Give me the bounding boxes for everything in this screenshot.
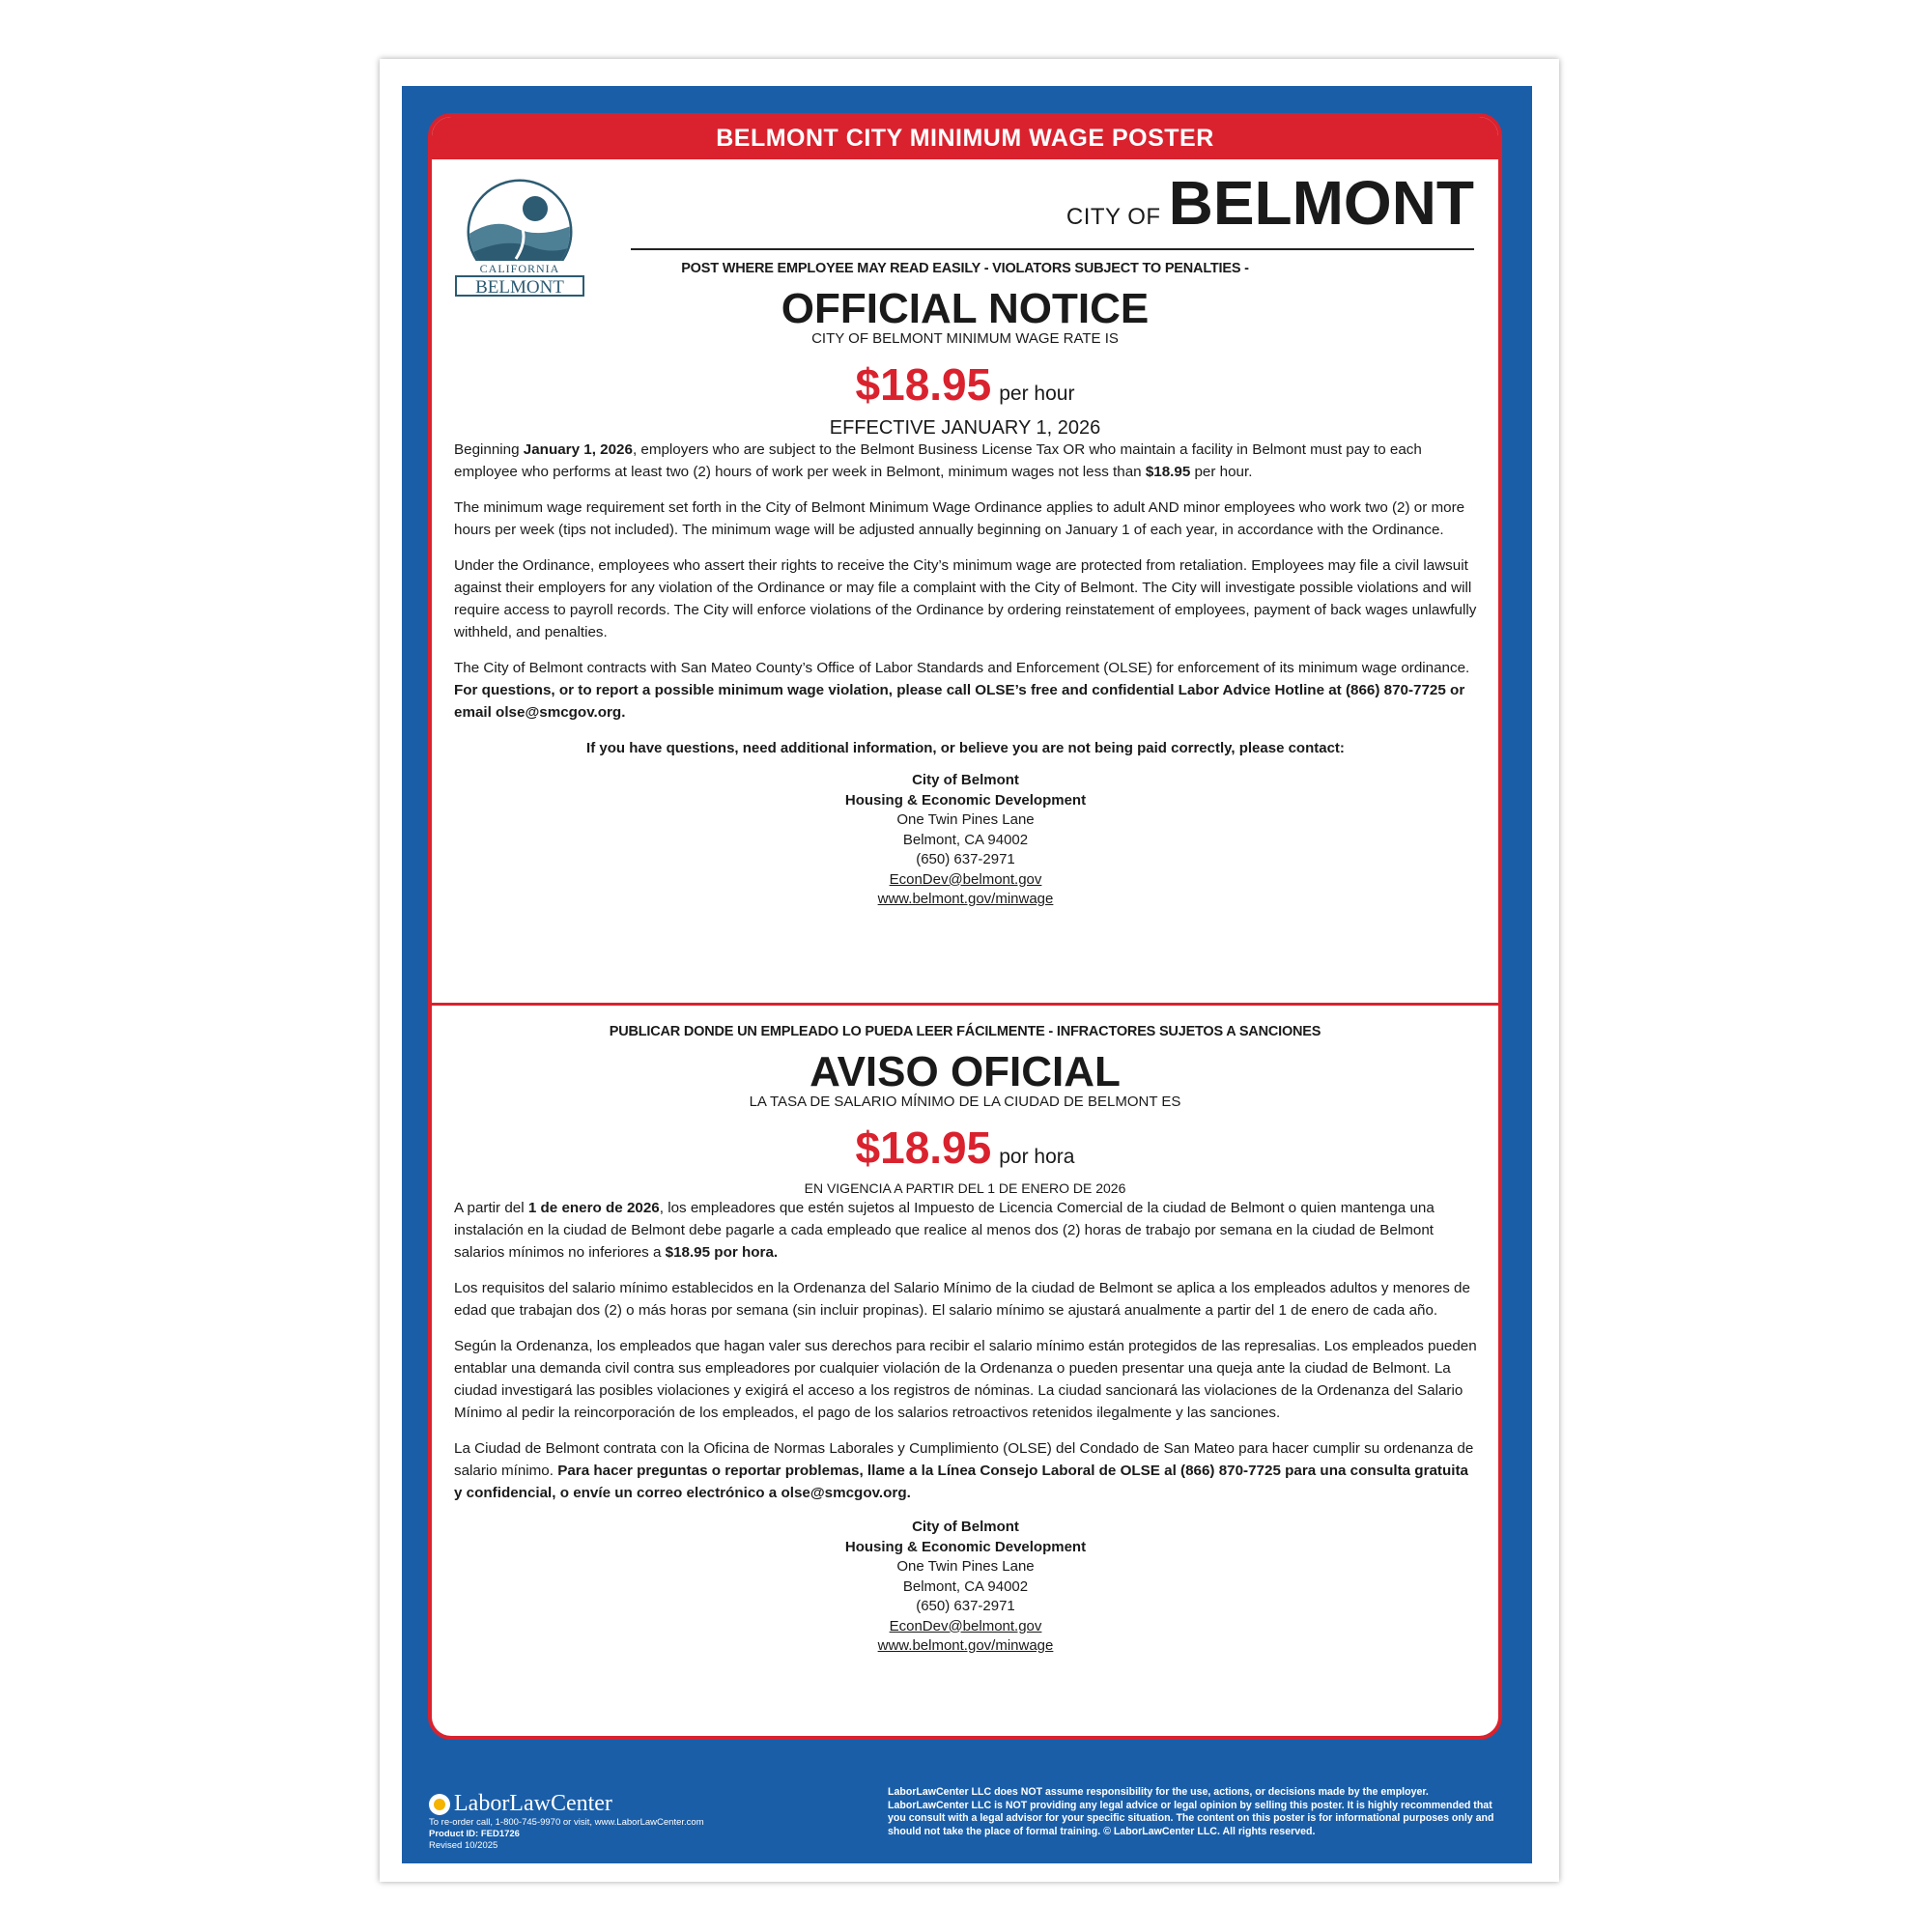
- footer-disclaimer: LaborLawCenter LLC does NOT assume responsibility for the use, actions, or decisions made by the employer. LaborLawCenter LLC is NOT providing any legal advice or legal opinion by selling this poster. It is highly recommended that you consult with a legal advisor for your specific situation. The content on this poster is for informational purposes only and should not take the place of formal training. © LaborLawCenter LLC. All rights reserved.: [888, 1786, 1494, 1837]
- contact-city: Belmont, CA 94002: [902, 831, 1029, 848]
- contact-dept: Housing & Economic Development: [844, 791, 1087, 809]
- wage-rate-es: $18.95: [855, 1122, 992, 1173]
- paragraph-3-en: Under the Ordinance, employees who assert their rights to receive the City’s minimum wage are protected from retaliation. Employees may file a civil lawsuit against their employers for any violation of the Ordinance or may file a complaint with the City of Belmont. The City will investigate possible violations and will require access to payroll records. The City will enforce violations of the Ordinance by ordering reinstatement of employees, payment of back wages unlawfully withheld, and penalties.: [454, 557, 1477, 640]
- paragraph-4-es: La Ciudad de Belmont contrata con la Oficina de Normas Laborales y Cumplimiento (OLSE) del Condado de San Mateo para hacer cumplir su ordenanza de salario mínimo. Para hacer preguntas o reportar problemas, llame a la Línea Consejo Laboral de OLSE al (866) 870-7725 para una consulta gratuita y confidencial, o envíe un correo electrónico a olse@smcgov.org.: [454, 1440, 1474, 1501]
- poster-card: [428, 113, 1502, 1740]
- contact-city-es: Belmont, CA 94002: [902, 1577, 1029, 1595]
- contact-phone: (650) 637-2971: [916, 851, 1015, 867]
- aviso-oficial-title: AVISO OFICIAL: [810, 1048, 1121, 1095]
- poster-banner: BELMONT CITY MINIMUM WAGE POSTER: [432, 117, 1498, 159]
- svg-text:BELMONT: BELMONT: [475, 277, 564, 298]
- contact-block-en: [454, 771, 1477, 910]
- contact-phone-es: (650) 637-2971: [916, 1598, 1015, 1614]
- contact-email-link-es[interactable]: EconDev@belmont.gov: [889, 1617, 1042, 1634]
- heading-rule: [631, 248, 1474, 250]
- city-name: BELMONT: [1168, 168, 1474, 238]
- laborlawcenter-logo: LaborLawCenter: [429, 1791, 704, 1817]
- contact-dept-es: Housing & Economic Development: [844, 1538, 1087, 1555]
- effective-date-es: EN VIGENCIA A PARTIR DEL 1 DE ENERO DE 2026: [804, 1180, 1126, 1196]
- official-notice-title: OFFICIAL NOTICE: [781, 285, 1150, 332]
- body-en: [432, 439, 1498, 910]
- contact-org-es: City of Belmont: [912, 1519, 1019, 1535]
- body-es: [432, 1197, 1498, 1657]
- english-section: [432, 261, 1498, 910]
- sun-icon: [429, 1794, 450, 1815]
- rate-line-en: [432, 359, 1498, 417]
- paragraph-4-en: The City of Belmont contracts with San Mateo County’s Office of Labor Standards and Enforcement (OLSE) for enforcement of its minimum wage ordinance. For questions, or to report a possible minimum wage violation, please call OLSE’s free and confidential Labor Advice Hotline at (866) 870-7725 or email olse@smcgov.org.: [454, 660, 1470, 721]
- paragraph-3-es: Según la Ordenanza, los empleados que hagan valer sus derechos para recibir el salario mínimo están protegidos de las represalias. Los empleados pueden entablar una demanda civil contra sus empleadores por cualquier violación de la Ordenanza o pueden presentar una queja ante la ciudad de Belmont. La ciudad investigará las posibles violaciones y exigirá el acceso a los registros de nóminas. La ciudad sancionará las violaciones de la Ordenanza del Salario Mínimo al pedir la reincorporación de los empleados, el pago de los salarios retroactivos retenidos ilegalmente y las sanciones.: [454, 1338, 1477, 1421]
- post-notice-en: POST WHERE EMPLOYEE MAY READ EASILY - VIOLATORS SUBJECT TO PENALTIES -: [681, 261, 1249, 276]
- city-of-label: CITY OF: [1065, 204, 1161, 230]
- rate-line-es: [432, 1122, 1498, 1180]
- paragraph-1-es: A partir del 1 de enero de 2026, los empleadores que estén sujetos al Impuesto de Licencia Comercial de la ciudad de Belmont o quien mantenga una instalación en la ciudad de Belmont debe pagarle a cada empleado que realice al menos dos (2) horas de trabajo por semana en la ciudad de Belmont salarios mínimos no inferiores a $18.95 por hora.: [454, 1200, 1435, 1261]
- wage-rate-en: $18.95: [855, 359, 992, 410]
- rate-unit-es: por hora: [999, 1146, 1075, 1168]
- contact-web-link-es[interactable]: www.belmont.gov/minwage: [877, 1637, 1054, 1654]
- contact-street-es: One Twin Pines Lane: [896, 1558, 1035, 1575]
- paragraph-2-es: Los requisitos del salario mínimo establecidos en la Ordenanza del Salario Mínimo de la ciudad de Belmont se aplica a los empleados adultos y menores de edad que trabajan dos (2) o más horas por semana (sin incluir propinas). El salario mínimo se ajustará anualmente a partir del 1 de enero de cada año.: [454, 1280, 1470, 1319]
- reorder-text: To re-order call, 1-800-745-9970 or visit, www.LaborLawCenter.com: [429, 1817, 704, 1828]
- section-divider: [432, 1003, 1498, 1006]
- contact-email-link[interactable]: EconDev@belmont.gov: [889, 870, 1042, 888]
- revised-date: Revised 10/2025: [429, 1840, 498, 1851]
- post-notice-es: PUBLICAR DONDE UN EMPLEADO LO PUEDA LEER FÁCILMENTE - INFRACTORES SUJETOS A SANCIONES: [609, 1024, 1321, 1039]
- effective-date-en: EFFECTIVE JANUARY 1, 2026: [829, 417, 1101, 439]
- contact-street: One Twin Pines Lane: [896, 811, 1035, 828]
- poster-sheet: [380, 59, 1559, 1882]
- spanish-section: [432, 1024, 1498, 1657]
- rate-subtitle-es: LA TASA DE SALARIO MÍNIMO DE LA CIUDAD DE BELMONT ES: [749, 1094, 1181, 1110]
- rate-unit-en: per hour: [999, 383, 1075, 405]
- contact-block-es: [454, 1518, 1477, 1657]
- contact-prompt-en: If you have questions, need additional information, or believe you are not being paid correctly, please contact:: [586, 740, 1345, 756]
- city-heading: [1066, 167, 1474, 239]
- footer-brand-block: [429, 1791, 704, 1852]
- rate-subtitle-en: CITY OF BELMONT MINIMUM WAGE RATE IS: [811, 330, 1119, 347]
- product-id: Product ID: FED1726: [429, 1829, 520, 1839]
- contact-web-link[interactable]: www.belmont.gov/minwage: [877, 891, 1054, 907]
- poster-blue-frame: [402, 86, 1532, 1863]
- paragraph-2-en: The minimum wage requirement set forth in the City of Belmont Minimum Wage Ordinance applies to adult AND minor employees who work two (2) or more hours per week (tips not included). The minimum wage will be adjusted annually beginning on January 1 of each year, in accordance with the Ordinance.: [454, 499, 1465, 538]
- paragraph-1-en: Beginning January 1, 2026, employers who are subject to the Belmont Business License Tax OR who maintain a facility in Belmont must pay to each employee who performs at least two (2) hours of work per week in Belmont, minimum wages not less than $18.95 per hour.: [454, 441, 1422, 480]
- svg-text:CALIFORNIA: CALIFORNIA: [479, 262, 560, 275]
- contact-org: City of Belmont: [912, 772, 1019, 788]
